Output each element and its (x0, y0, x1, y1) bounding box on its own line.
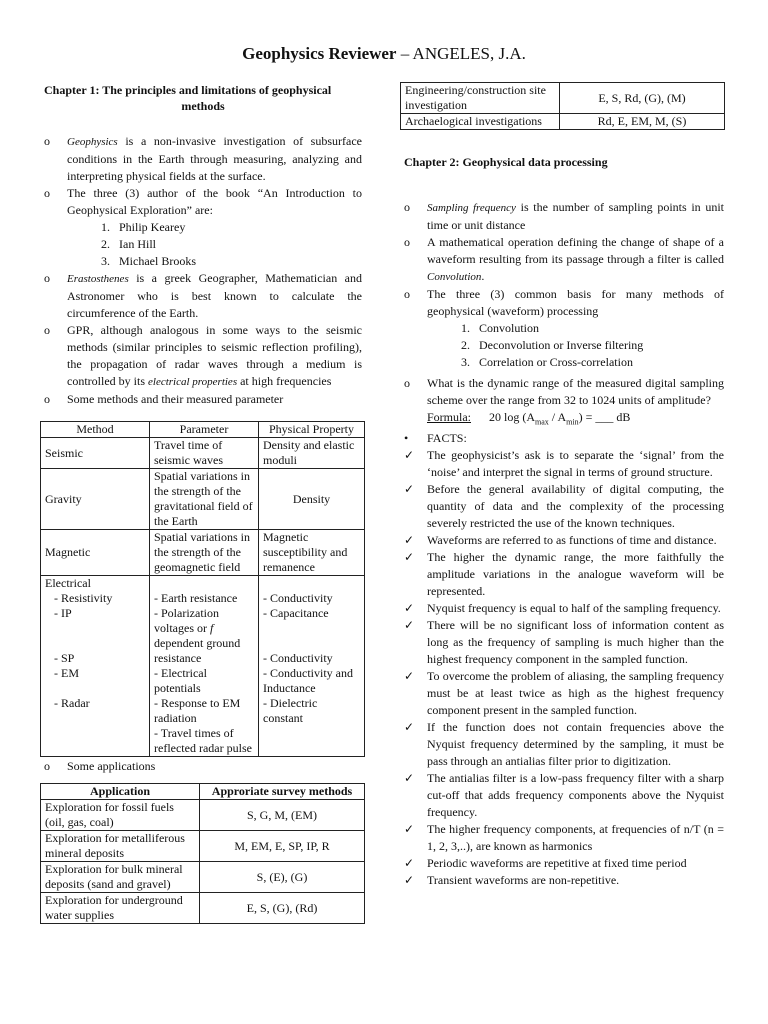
list-item: o Some applications (44, 759, 156, 773)
authors-list (67, 219, 362, 270)
table-row: Exploration for metalliferous mineral deposits M, EM, E, SP, IP, R (41, 831, 365, 862)
list-item: ✓ The geophysicist’s ask is to separate the ‘signal’ from the ‘noise’ and interpret the signal in terms of ground structure. (404, 448, 724, 480)
list-item: ✓ Before the general availability of digital computing, the quantity of data and the complexity of the processing severely restricted the use of the known techniques. (404, 482, 724, 531)
table-row: Gravity Spatial variations in the strength of the gravitational field of the Earth Density (41, 469, 365, 530)
applications-intro (44, 758, 362, 775)
chapter1-list (44, 133, 362, 408)
formula: Formula: 20 $\log (A_{max} / A_{min})$ = ___ dB (427, 410, 631, 427)
list-item: ✓ Transient waveforms are non-repetitive. (404, 873, 620, 888)
right-column (404, 82, 724, 889)
list-item: o A mathematical operation defining the change of shape of a waveform resulting from its passage through a filter is called Convolution. (404, 235, 724, 283)
list-item: 2. Ian Hill (113, 236, 362, 253)
list-item: o The three (3) author of the book “An Introduction to Geophysical Exploration” are: 1. Philip Kearey 2. Ian Hill 3. Michael Brooks (44, 185, 362, 270)
list-item: o Erastosthenes is a greek Geographer, Mathematician and Astronomer who is best known to calculate the circumference of the Earth. (44, 271, 362, 320)
list-item: ✓ The antialias filter is a low-pass frequency filter with a sharp cut-off that adds frequency components above the Nyquist frequency. (404, 771, 724, 820)
chapter2-heading: Chapter 2: Geophysical data processing (404, 155, 608, 169)
list-item: 2. Deconvolution or Inverse filtering (473, 337, 724, 354)
list-item: o Geophysics is a non-invasive investigation of subsurface conditions in the Earth through measuring, analyzing and interpreting physical fields at the surface. (44, 134, 362, 183)
list-item: o What is the dynamic range of the measured digital sampling scheme over the range from 32 to 1024 units of amplitude? (404, 376, 724, 407)
list-item: ✓ Periodic waveforms are repetitive at fixed time period (404, 856, 687, 871)
list-item: o The three (3) common basis for many methods of geophysical (waveform) processing 1. Convolution 2. Deconvolution or Inverse filtering 3. Correlation or Cross-correlation (404, 286, 724, 371)
list-item: ✓ Waveforms are referred to as functions of time and distance. (404, 533, 717, 548)
list-item: o GPR, although analogous in some ways to the seismic methods (similar principles to seismic reflection profiling), the propagation of radar waves through a medium is controlled by its electrical properties at high frequencies (44, 323, 362, 388)
chapter1-heading: Chapter 1: The principles and limitations of geophysical methods (44, 83, 332, 113)
title-main: Geophysics Reviewer (242, 44, 397, 63)
page-title (0, 44, 768, 64)
list-item: 1. Philip Kearey (113, 219, 362, 236)
table-row (41, 576, 365, 757)
table-row: Archaelogical investigations Rd, E, EM, M, (S) (401, 114, 725, 130)
table-header: Physical Property (259, 422, 365, 438)
applications-table-continued (400, 82, 725, 130)
list-item: o Sampling frequency is the number of sampling points in unit time or unit distance (404, 200, 725, 232)
table-row: Exploration for fossil fuels (oil, gas, coal) S, G, M, (EM) (41, 800, 365, 831)
table-header: Application (41, 784, 200, 800)
list-item: 3. Correlation or Cross-correlation (473, 354, 724, 371)
facts-heading: • FACTS: (404, 431, 467, 446)
list-item: ✓ To overcome the problem of aliasing, the sampling frequency must be at least twice as high as the highest frequency component present in the sampled function. (404, 669, 724, 718)
table-header: Approriate survey methods (200, 784, 365, 800)
table-header: Method (41, 422, 150, 438)
list-item: 3. Michael Brooks (113, 253, 362, 270)
table-row: Seismic Travel time of seismic waves Density and elastic moduli (41, 438, 365, 469)
list-item: o Some methods and their measured parameter (44, 392, 284, 406)
left-column (44, 82, 362, 924)
facts-list (404, 430, 724, 889)
table-row: Exploration for bulk mineral deposits (sand and gravel) S, (E), (G) (41, 862, 365, 893)
list-item: ✓ The higher frequency components, at frequencies of n/T (n = 1, 2, 3,..), are known as harmonics (404, 822, 724, 854)
list-item: ✓ The higher the dynamic range, the more faithfully the amplitude variations in the analogue waveform will be represented. (404, 550, 724, 599)
table-row: Magnetic Spatial variations in the strength of the geomagnetic field Magnetic susceptibility and remanence (41, 530, 365, 576)
electrical-methods: Electrical - Resistivity - IP - SP - EM - Radar (41, 576, 150, 757)
methods-table (40, 421, 365, 757)
list-item: 1. Convolution (473, 320, 724, 337)
title-author: – ANGELES, J.A. (396, 44, 526, 63)
table-row: Engineering/construction site investigation E, S, Rd, (G), (M) (401, 83, 725, 114)
list-item: ✓ Nyquist frequency is equal to half of the sampling frequency. (404, 601, 721, 616)
electrical-properties: - Conductivity - Capacitance - Conductivity - Conductivity and Inductance - Dielectric constant (259, 576, 365, 757)
applications-table (40, 783, 365, 924)
chapter2-list (404, 199, 724, 409)
table-row: Exploration for underground water supplies E, S, (G), (Rd) (41, 893, 365, 924)
list-item: ✓ If the function does not contain frequencies above the Nyquist frequency determined by the sampling, it must be pass through an antialias filter prior to digitization. (404, 720, 724, 769)
table-header: Parameter (150, 422, 259, 438)
list-item: ✓ There will be no significant loss of information content as long as the frequency of sampling is much higher than the highest frequency component in the sampled function. (404, 618, 724, 667)
electrical-parameters: - Earth resistance - Polarization voltages or f dependent ground resistance - Electrical potentials - Response to EM radiation - Travel times of reflected radar pulse (150, 576, 259, 757)
bases-list (427, 320, 724, 371)
